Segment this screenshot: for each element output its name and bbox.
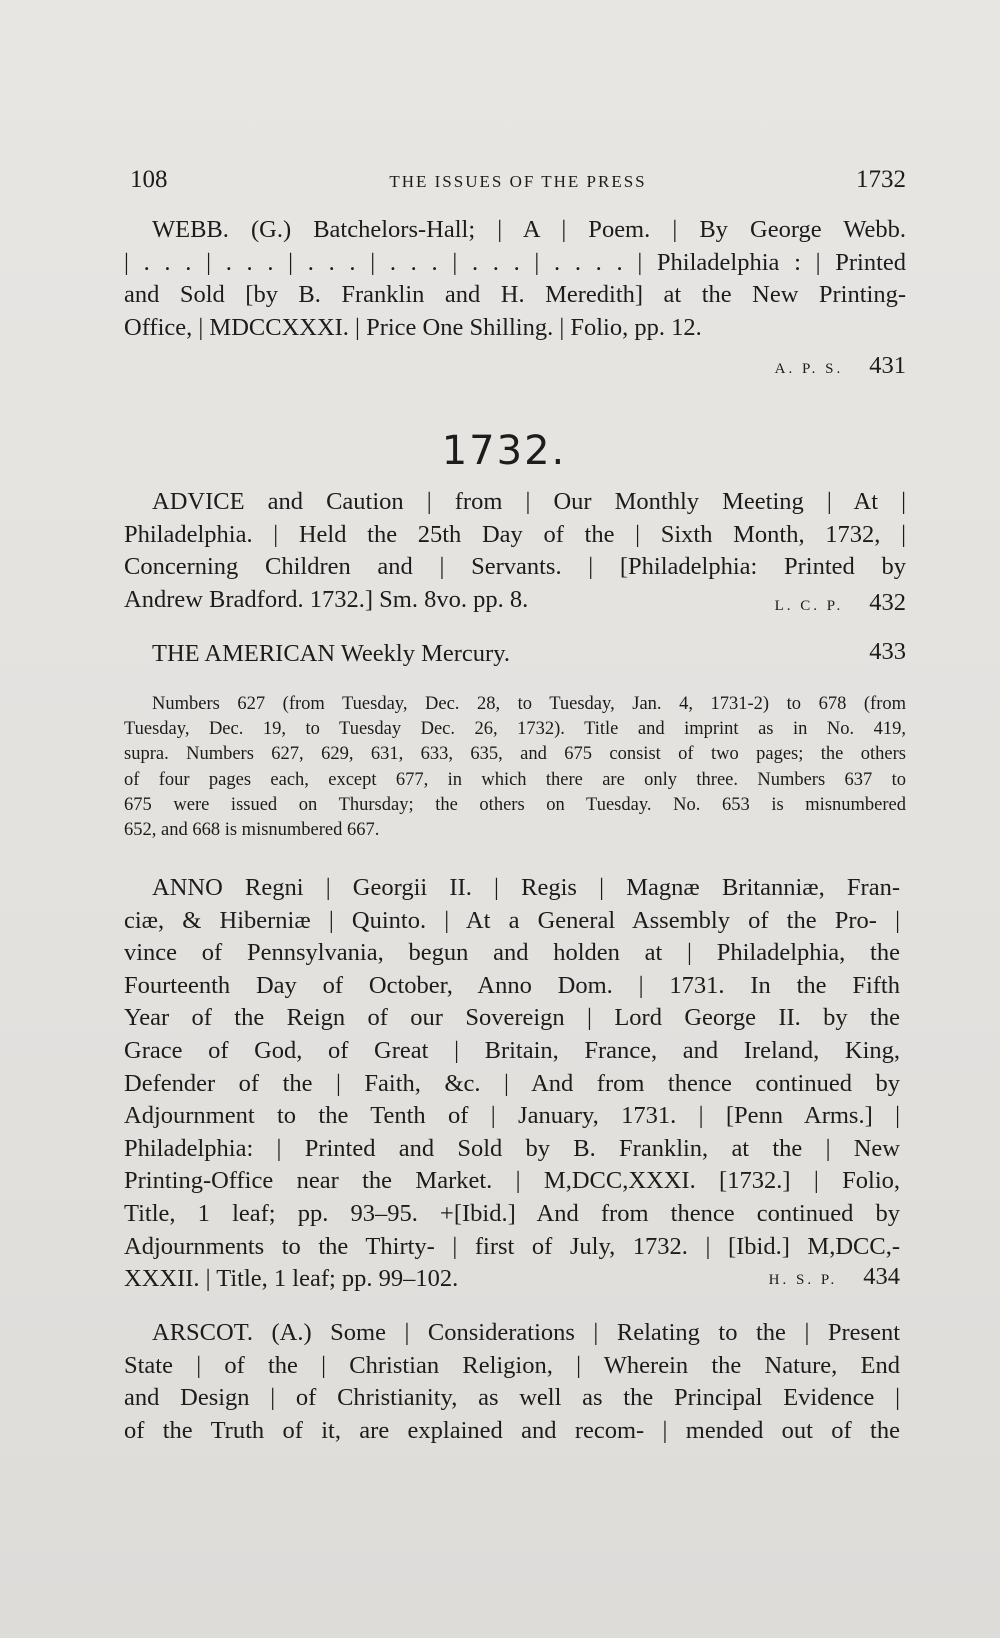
entry-line: Andrew Bradford. 1732.] Sm. 8vo. pp. 8. [124,585,529,613]
note-line: 652, and 668 is misnumbered 667. [124,820,380,841]
entry-line: State | of the | Christian Religion, | Wherein the Nature, End [124,1351,900,1379]
entry-number: 431 [869,352,906,379]
entry-line: Grace of God, of Great | Britain, France, and Ireland, King, [124,1036,900,1064]
entry-line: and Design | of Christianity, as well as the Principal Evidence | [124,1384,900,1412]
entry-line: | . . . | . . . | . . . | . . . | . . . | . . . . | Philadelphia : | Printed [124,248,906,276]
entry-line: ADVICE and Caution | from | Our Monthly Meeting | At | [152,488,906,515]
entry-arscot [124,1317,900,1447]
entry-line: ANNO Regni | Georgii II. | Regis | Magnæ Britanniæ, Fran- [152,874,900,901]
note-line: Tuesday, Dec. 19, to Tuesday Dec. 26, 1732). Title and imprint as in No. 419, [124,719,906,740]
entry-line: Philadelphia: | Printed and Sold by B. Franklin, at the | New [124,1134,900,1162]
entry-webb-ref [124,352,906,386]
entry-number: 434 [863,1263,900,1290]
entry-number: 432 [869,589,906,616]
entry-webb [124,214,906,344]
library-code: L. C. P. [774,598,844,614]
entry-line: Printing-Office near the Market. | M,DCC,XXXI. [1732.] | Folio, [124,1167,900,1195]
entry-line: Concerning Children and | Servants. | [Philadelphia: Printed by [124,553,906,581]
entry-line: Office, | MDCCXXXI. | Price One Shilling. | Folio, pp. 12. [124,313,702,341]
page-number: 108 [130,166,168,193]
entry-line: WEBB. (G.) Batchelors-Hall; | A | Poem. | By George Webb. [152,216,906,243]
entry-number: 433 [869,638,906,665]
entry-line: vince of Pennsylvania, begun and holden at | Philadelphia, the [124,939,900,967]
note-line: of four pages each, except 677, in which there are only three. Numbers 637 to [124,769,906,790]
entry-advice-ref [124,589,906,623]
entry-line: of the Truth of it, are explained and recom- | mended out of the [124,1416,900,1444]
note-line: supra. Numbers 627, 629, 631, 633, 635, and 675 consist of two pages; the others [124,744,906,765]
entry-line: THE AMERICAN Weekly Mercury. [152,640,510,667]
note-line: 675 were issued on Thursday; the others on Tuesday. No. 653 is misnumbered [124,794,906,815]
note-line: Numbers 627 (from Tuesday, Dec. 28, to Tuesday, Jan. 4, 1731-2) to 678 (from [152,694,906,714]
entry-line: Adjournments to the Thirty- | first of July, 1732. | [Ibid.] M,DCC,- [124,1232,900,1260]
entry-line: Adjournment to the Tenth of | January, 1731. | [Penn Arms.] | [124,1102,900,1130]
entry-anno-ref [124,1263,900,1297]
running-head [130,166,906,200]
entry-line: Title, 1 leaf; pp. 93–95. +[Ibid.] And from thence continued by [124,1199,900,1227]
library-code: A. P. S. [774,361,844,377]
entry-anno [124,872,900,1296]
library-code: H. S. P. [768,1272,838,1288]
entry-line: Fourteenth Day of October, Anno Dom. | 1731. In the Fifth [124,971,900,999]
running-year: 1732 [856,166,906,193]
entry-mercury-note [124,692,906,843]
entry-line: ciæ, & Hiberniæ | Quinto. | At a General Assembly of the Pro- | [124,906,900,934]
entry-line: Year of the Reign of our Sovereign | Lord George II. by the [124,1004,900,1032]
year-heading: 1732. [441,428,567,474]
entry-line: XXXII. | Title, 1 leaf; pp. 99–102. [124,1265,459,1293]
running-title: THE ISSUES OF THE PRESS [389,172,647,191]
entry-line: ARSCOT. (A.) Some | Considerations | Relating to the | Present [152,1319,900,1346]
entry-mercury-ref [124,638,906,672]
entry-line: and Sold [by B. Franklin and H. Meredith] at the New Printing- [124,281,906,309]
entry-line: Defender of the | Faith, &c. | And from thence continued by [124,1069,900,1097]
entry-line: Philadelphia. | Held the 25th Day of the | Sixth Month, 1732, | [124,520,906,548]
